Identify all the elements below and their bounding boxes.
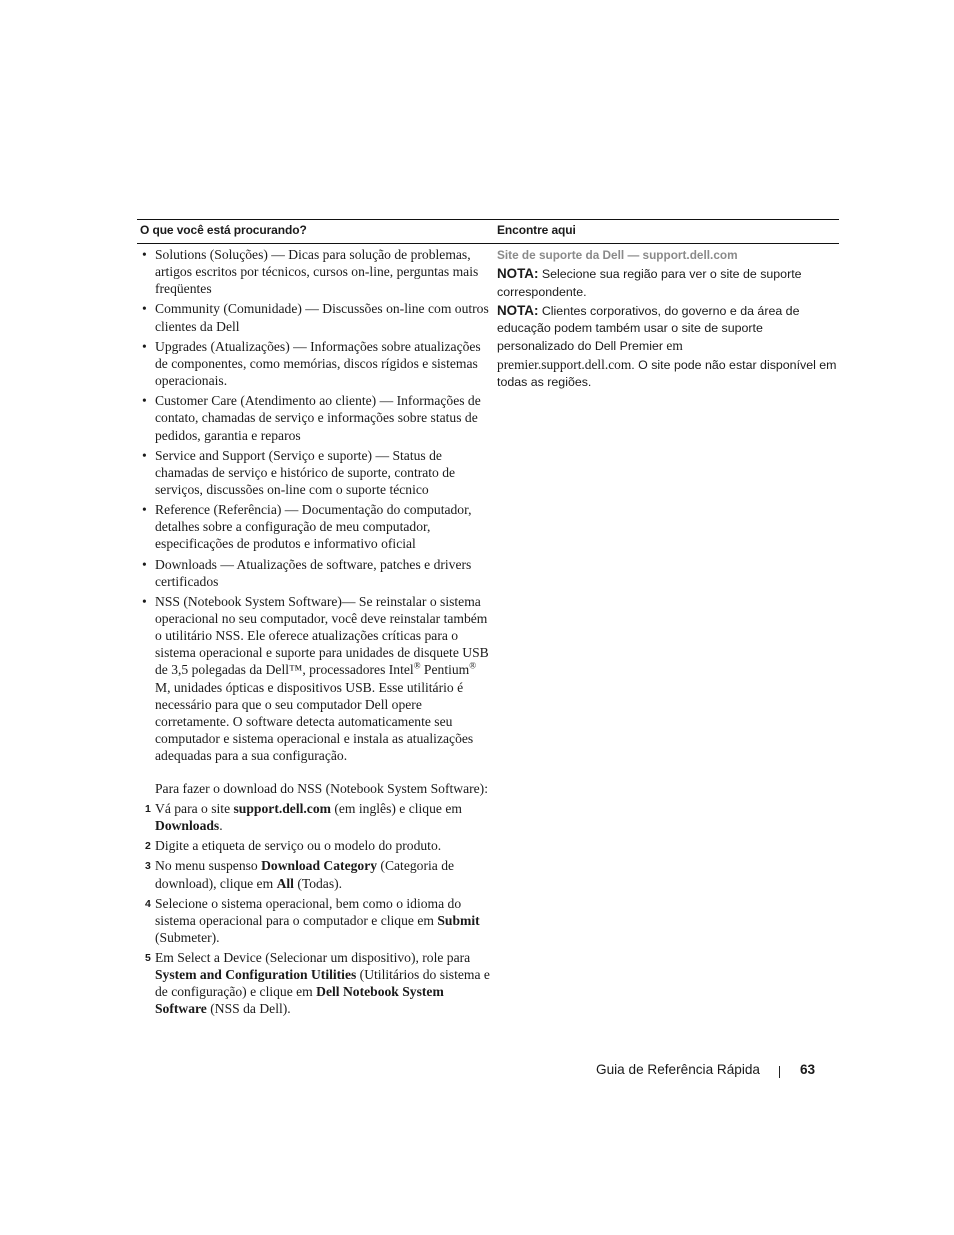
list-item: • Downloads — Atualizações de software, patches e drivers certificados (142, 556, 492, 590)
note-region: NOTA: Selecione sua região para ver o site de suporte correspondente. (497, 266, 802, 299)
list-item: • Customer Care (Atendimento ao cliente) — Informações de contato, chamadas de serviço e informações sobre status de pedidos, garantia e reparos (142, 392, 492, 443)
list-item: • Solutions (Soluções) — Dicas para solução de problemas, artigos escritos por técnicos, cursos on-line, perguntas mais freqüentes (142, 246, 492, 297)
left-column (142, 246, 492, 1020)
note-label: NOTA: (497, 302, 539, 318)
footer-divider (779, 1066, 780, 1078)
registered-mark: ® (413, 660, 421, 671)
header-rule (137, 243, 839, 244)
premier-site-url: premier.support.dell.com (497, 356, 632, 372)
header-left: O que você está procurando? (140, 223, 307, 237)
list-item: • Upgrades (Atualizações) — Informações sobre atualizações de componentes, como memórias, discos rígidos e sistemas operacionais. (142, 338, 492, 389)
step-3: 3 No menu suspenso Download Category (Categoria de download), clique em All (Todas). (145, 858, 455, 891)
list-item: • Service and Support (Serviço e suporte) — Status de chamadas de serviço e histórico de suporte, contrato de serviços, discussões on-line com o suporte técnico (142, 447, 492, 498)
note-label: NOTA: (497, 266, 539, 282)
download-steps (142, 800, 492, 1017)
step-4: 4 Selecione o sistema operacional, bem como o idioma do sistema operacional para o computador e clique em Submit (Submeter). (145, 895, 480, 945)
header-right: Encontre aqui (497, 223, 576, 237)
step-number: 2 (145, 840, 151, 853)
support-site-url: support.dell.com (642, 248, 738, 262)
step-2: 2 Digite a etiqueta de serviço ou o modelo do produto. (142, 837, 492, 854)
table-top-rule (137, 219, 839, 220)
download-intro: Para fazer o download do NSS (Notebook System Software): (155, 781, 488, 797)
step-5: 5 Em Select a Device (Selecionar um dispositivo), role para System and Configuration Utilities (Utilitários do sistema e de configuração) e clique em Dell Notebook System Software (NSS da Dell). (145, 949, 490, 1017)
right-column (497, 247, 837, 392)
support-link-text: support.dell.com (233, 801, 331, 817)
list-item: • Community (Comunidade) — Discussões on-line com outros clientes da Dell (142, 300, 492, 334)
registered-mark: ® (469, 660, 477, 671)
step-number: 1 (145, 803, 151, 816)
list-item-nss: • NSS (Notebook System Software)— Se reinstalar o sistema operacional no seu computador, você deve reinstalar também o utilitário NSS. Ele oferece atualizações críticas para o sistema operacional e suporte para unidades de disquete USB de 3,5 polegadas da Dell™, processadores Intel® Pentium® M, unidades ópticas e dispositivos USB. Esse utilitário é necessário para que o seu computador Dell opere corretamente. O software detecta automaticamente seu computador e sistema operacional e instala as atualizações adequadas para a sua configuração. (142, 593, 492, 764)
page-number: 63 (800, 1062, 816, 1077)
step-number: 5 (145, 951, 151, 964)
list-item: • Reference (Referência) — Documentação do computador, detalhes sobre a configuração de meu computador, especificações de produtos e informativo oficial (142, 501, 492, 552)
step-number: 3 (145, 860, 151, 873)
resource-list (142, 246, 492, 764)
step-number: 4 (145, 897, 151, 910)
step-1: 1 Vá para o site support.dell.com (em inglês) e clique em Downloads. (145, 801, 462, 834)
guide-title: Guia de Referência Rápida (596, 1062, 760, 1077)
support-site-line: Site de suporte da Dell — support.dell.com (497, 248, 738, 262)
note-premier: NOTA: Clientes corporativos, do governo e da área de educação podem também usar o site de suporte personalizado do Dell Premier em premier.support.dell.com. O site pode não estar disponível em todas as regiões. (497, 302, 837, 390)
